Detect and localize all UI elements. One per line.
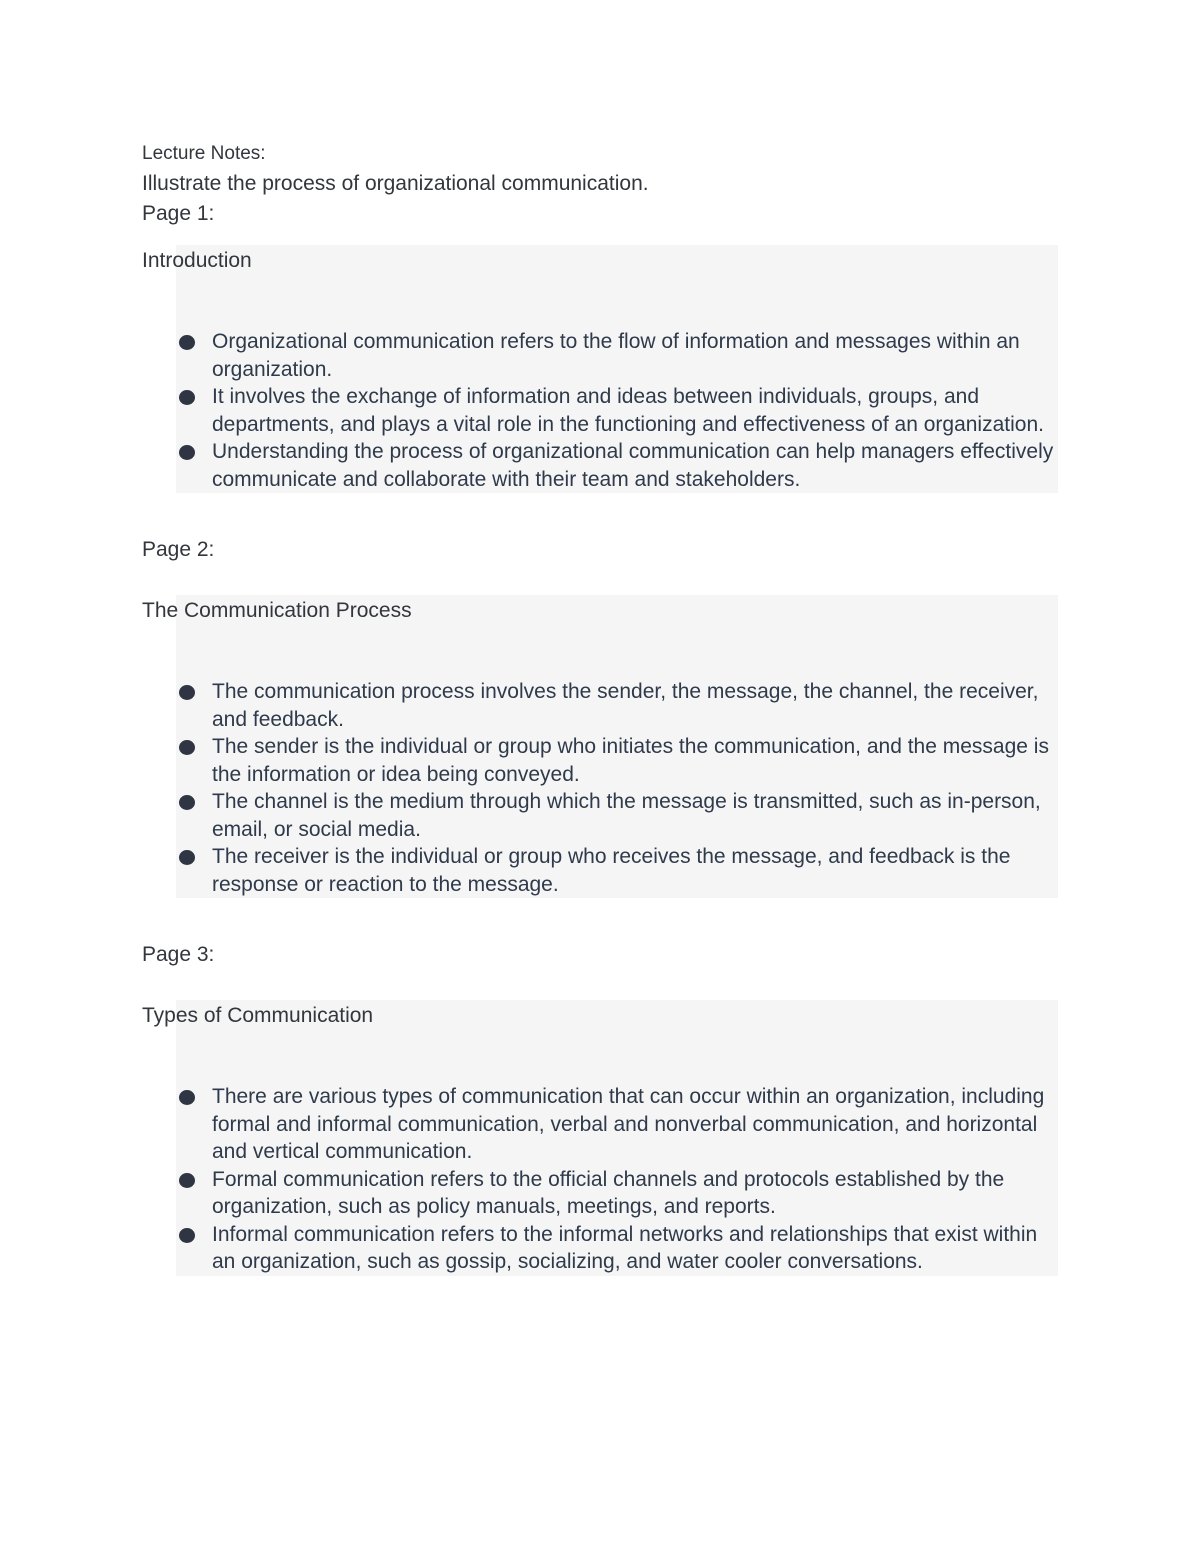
list-item: It involves the exchange of information and ideas between individuals, groups, and departments, and plays a vital role in the functioning and effectiveness of an organization. [142, 383, 1062, 438]
bullet-list [142, 276, 1062, 493]
page-3-label: Page 3: [142, 943, 215, 966]
section-communication-process [142, 595, 1062, 898]
bullet-icon [179, 390, 195, 405]
list-item: The communication process involves the sender, the message, the channel, the receiver, and feedback. [142, 678, 1062, 733]
bullet-icon [179, 445, 195, 460]
bullet-icon [179, 1173, 195, 1188]
bullet-list [142, 1031, 1062, 1276]
list-item: Informal communication refers to the informal networks and relationships that exist within an organization, such as gossip, socializing, and water cooler conversations. [142, 1221, 1062, 1276]
page-1-label: Page 1: [142, 202, 215, 225]
section-introduction [142, 245, 1062, 493]
page-2-label: Page 2: [142, 538, 215, 561]
section-types-of-communication [142, 1000, 1062, 1276]
bullet-icon [179, 850, 195, 865]
lecture-notes-label: Lecture Notes: [142, 143, 266, 164]
bullet-icon [179, 1090, 195, 1105]
section-title: The Communication Process [142, 599, 412, 622]
list-item: Understanding the process of organizational communication can help managers effectively communicate and collaborate with their team and stakeholders. [142, 438, 1062, 493]
section-title: Types of Communication [142, 1004, 374, 1027]
document [142, 140, 1062, 1276]
list-item: The sender is the individual or group who initiates the communication, and the message is the information or idea being conveyed. [142, 733, 1062, 788]
list-item: Organizational communication refers to the flow of information and messages within an organization. [142, 328, 1062, 383]
section-title: Introduction [142, 249, 252, 272]
bullet-icon [179, 795, 195, 810]
list-item: There are various types of communication that can occur within an organization, including formal and informal communication, verbal and nonverbal communication, and horizontal and vertical communication. [142, 1083, 1062, 1166]
bullet-list [142, 626, 1062, 898]
document-title: Illustrate the process of organizational communication. [142, 172, 649, 195]
bullet-icon [179, 740, 195, 755]
bullet-icon [179, 685, 195, 700]
list-item: The receiver is the individual or group who receives the message, and feedback is the response or reaction to the message. [142, 843, 1062, 898]
bullet-icon [179, 335, 195, 350]
bullet-icon [179, 1228, 195, 1243]
list-item: The channel is the medium through which the message is transmitted, such as in-person, email, or social media. [142, 788, 1062, 843]
list-item: Formal communication refers to the official channels and protocols established by the organization, such as policy manuals, meetings, and reports. [142, 1166, 1062, 1221]
